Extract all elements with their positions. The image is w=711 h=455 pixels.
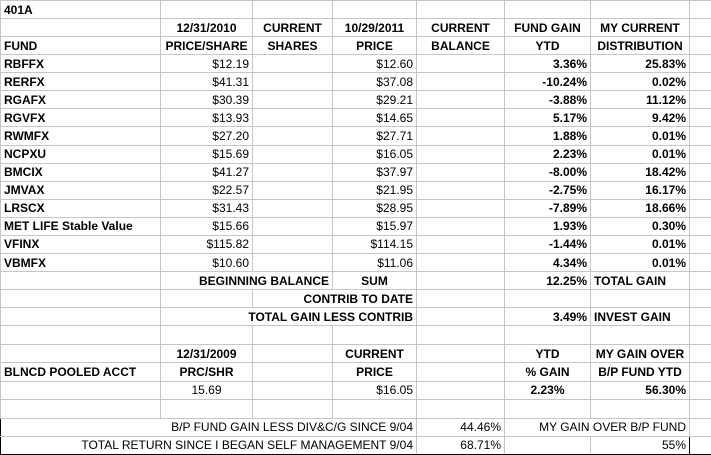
- fund-price-share[interactable]: $31.43: [161, 199, 253, 217]
- fund-shares[interactable]: [253, 127, 333, 145]
- row-blank-1: [1, 326, 711, 345]
- fund-price-share[interactable]: $13.93: [161, 109, 253, 127]
- row-total-return: [1, 436, 711, 454]
- fund-ytd[interactable]: 1.93%: [505, 217, 591, 235]
- fund-row: [1, 253, 711, 271]
- fund-balance[interactable]: [417, 73, 505, 91]
- row-beginning-balance: [1, 272, 711, 290]
- fund-balance[interactable]: [417, 127, 505, 145]
- pooled-pct-gain[interactable]: % GAIN: [505, 363, 591, 381]
- fund-distribution[interactable]: 25.83%: [591, 55, 690, 73]
- fund-distribution[interactable]: 0.02%: [591, 73, 690, 91]
- pooled-gain-value[interactable]: 2.23%: [505, 381, 591, 399]
- empty-cell[interactable]: [690, 127, 711, 145]
- pooled-prc-value[interactable]: 15.69: [161, 381, 253, 399]
- fund-name[interactable]: MET LIFE Stable Value: [1, 217, 161, 235]
- fund-row: [1, 145, 711, 163]
- fund-name[interactable]: VFINX: [1, 235, 161, 253]
- pooled-price-value[interactable]: $16.05: [333, 381, 417, 399]
- fund-name[interactable]: VBMFX: [1, 253, 161, 271]
- fund-ytd[interactable]: -7.89%: [505, 199, 591, 217]
- fund-current-price[interactable]: $27.71: [333, 127, 417, 145]
- fund-price-share[interactable]: $27.20: [161, 127, 253, 145]
- empty-cell[interactable]: [690, 181, 711, 199]
- fund-price-share[interactable]: $12.19: [161, 55, 253, 73]
- fund-balance[interactable]: [417, 235, 505, 253]
- fund-name[interactable]: RBFFX: [1, 55, 161, 73]
- fund-row: [1, 55, 711, 73]
- header-distribution[interactable]: DISTRIBUTION: [591, 37, 690, 55]
- fund-row: [1, 181, 711, 199]
- fund-ytd[interactable]: -1.44%: [505, 235, 591, 253]
- fund-distribution[interactable]: 0.01%: [591, 235, 690, 253]
- pooled-bp-fund-ytd[interactable]: B/P FUND YTD: [591, 363, 690, 381]
- row-title: [1, 1, 711, 19]
- pooled-price[interactable]: PRICE: [333, 363, 417, 381]
- fund-row: [1, 163, 711, 181]
- fund-balance[interactable]: [417, 163, 505, 181]
- header-shares[interactable]: SHARES: [253, 37, 333, 55]
- header-current-shares[interactable]: CURRENT: [253, 19, 333, 37]
- fund-distribution[interactable]: 0.01%: [591, 253, 690, 271]
- fund-name[interactable]: NCPXU: [1, 145, 161, 163]
- fund-ytd[interactable]: -10.24%: [505, 73, 591, 91]
- fund-current-price[interactable]: $16.05: [333, 145, 417, 163]
- total-gain-less-contrib-label[interactable]: TOTAL GAIN LESS CONTRIB: [161, 308, 417, 326]
- fund-ytd[interactable]: 4.34%: [505, 253, 591, 271]
- my-gain-over-bp-value[interactable]: 55%: [591, 436, 690, 454]
- row-header-1: [1, 19, 711, 37]
- fund-name[interactable]: RWMFX: [1, 127, 161, 145]
- fund-shares[interactable]: [253, 109, 333, 127]
- fund-price-share[interactable]: $115.82: [161, 235, 253, 253]
- row-bp-fund-gain: [1, 418, 711, 436]
- sheet-title[interactable]: 401A: [1, 1, 161, 19]
- fund-balance[interactable]: [417, 253, 505, 271]
- fund-name[interactable]: RGVFX: [1, 109, 161, 127]
- row-contrib: [1, 290, 711, 308]
- fund-balance[interactable]: [417, 199, 505, 217]
- fund-current-price[interactable]: $37.08: [333, 73, 417, 91]
- empty-cell[interactable]: [690, 199, 711, 217]
- fund-row: [1, 199, 711, 217]
- fund-distribution[interactable]: 18.66%: [591, 199, 690, 217]
- fund-price-share[interactable]: $10.60: [161, 253, 253, 271]
- fund-current-price[interactable]: $29.21: [333, 91, 417, 109]
- fund-current-price[interactable]: $21.95: [333, 181, 417, 199]
- fund-distribution[interactable]: 0.30%: [591, 217, 690, 235]
- fund-balance[interactable]: [417, 181, 505, 199]
- fund-balance[interactable]: [417, 217, 505, 235]
- fund-name[interactable]: BMCIX: [1, 163, 161, 181]
- fund-name[interactable]: RERFX: [1, 73, 161, 91]
- empty-cell[interactable]: [690, 73, 711, 91]
- bp-fund-gain-label[interactable]: B/P FUND GAIN LESS DIV&C/G SINCE 9/04: [1, 418, 417, 436]
- fund-price-share[interactable]: $30.39: [161, 91, 253, 109]
- header-ytd[interactable]: YTD: [505, 37, 591, 55]
- fund-shares[interactable]: [253, 235, 333, 253]
- pooled-my-gain-value[interactable]: 56.30%: [591, 381, 690, 399]
- fund-shares[interactable]: [253, 145, 333, 163]
- beginning-balance-label[interactable]: BEGINNING BALANCE: [161, 272, 333, 290]
- fund-current-price[interactable]: $37.97: [333, 163, 417, 181]
- header-my-current[interactable]: MY CURRENT: [591, 19, 690, 37]
- fund-distribution[interactable]: 16.17%: [591, 181, 690, 199]
- fund-shares[interactable]: [253, 163, 333, 181]
- sum-label[interactable]: SUM: [333, 272, 417, 290]
- fund-shares[interactable]: [253, 55, 333, 73]
- fund-price-share[interactable]: $41.27: [161, 163, 253, 181]
- row-pooled-values: [1, 381, 711, 399]
- fund-rows: [1, 55, 711, 272]
- row-total-gain-less-contrib: [1, 308, 711, 326]
- fund-balance[interactable]: [417, 145, 505, 163]
- fund-ytd[interactable]: 5.17%: [505, 109, 591, 127]
- fund-shares[interactable]: [253, 91, 333, 109]
- fund-distribution[interactable]: 18.42%: [591, 163, 690, 181]
- total-gain-pct[interactable]: 12.25%: [505, 272, 591, 290]
- fund-row: [1, 235, 711, 253]
- fund-current-price[interactable]: $28.95: [333, 199, 417, 217]
- invest-gain-label[interactable]: INVEST GAIN: [591, 308, 690, 326]
- fund-name[interactable]: JMVAX: [1, 181, 161, 199]
- fund-shares[interactable]: [253, 253, 333, 271]
- empty-cell[interactable]: [690, 235, 711, 253]
- row-pooled-header-1: [1, 345, 711, 363]
- header-date2[interactable]: 10/29/2011: [333, 19, 417, 37]
- empty-cell[interactable]: [690, 55, 711, 73]
- total-return-label[interactable]: TOTAL RETURN SINCE I BEGAN SELF MANAGEMENT 9/04: [1, 436, 417, 454]
- fund-row: [1, 109, 711, 127]
- header-price-share[interactable]: PRICE/SHARE: [161, 37, 253, 55]
- fund-distribution[interactable]: 9.42%: [591, 109, 690, 127]
- fund-balance[interactable]: [417, 55, 505, 73]
- empty-cell[interactable]: [690, 253, 711, 271]
- fund-balance[interactable]: [417, 91, 505, 109]
- empty-cell[interactable]: [690, 109, 711, 127]
- header-current-balance[interactable]: CURRENT: [417, 19, 505, 37]
- fund-row: [1, 217, 711, 235]
- fund-current-price[interactable]: $14.65: [333, 109, 417, 127]
- header-date1[interactable]: 12/31/2010: [161, 19, 253, 37]
- fund-ytd[interactable]: 3.36%: [505, 55, 591, 73]
- fund-current-price[interactable]: $11.06: [333, 253, 417, 271]
- total-gain-label[interactable]: TOTAL GAIN: [591, 272, 690, 290]
- fund-row: [1, 91, 711, 109]
- fund-shares[interactable]: [253, 73, 333, 91]
- header-balance[interactable]: BALANCE: [417, 37, 505, 55]
- pooled-my-gain-over[interactable]: MY GAIN OVER: [591, 345, 690, 363]
- fund-ytd[interactable]: 1.88%: [505, 127, 591, 145]
- fund-shares[interactable]: [253, 217, 333, 235]
- fund-current-price[interactable]: $12.60: [333, 55, 417, 73]
- empty-cell[interactable]: [690, 163, 711, 181]
- pooled-current[interactable]: CURRENT: [333, 345, 417, 363]
- header-fund-gain[interactable]: FUND GAIN: [505, 19, 591, 37]
- fund-current-price[interactable]: $15.97: [333, 217, 417, 235]
- fund-distribution[interactable]: 0.01%: [591, 145, 690, 163]
- fund-name[interactable]: LRSCX: [1, 199, 161, 217]
- row-pooled-header-2: [1, 363, 711, 381]
- empty-cell[interactable]: [690, 217, 711, 235]
- bp-fund-gain-value[interactable]: 44.46%: [417, 418, 505, 436]
- fund-balance[interactable]: [417, 109, 505, 127]
- fund-ytd[interactable]: -8.00%: [505, 163, 591, 181]
- total-return-value[interactable]: 68.71%: [417, 436, 505, 454]
- fund-distribution[interactable]: 11.12%: [591, 91, 690, 109]
- contrib-to-date-label[interactable]: CONTRIB TO DATE: [253, 290, 417, 308]
- fund-price-share[interactable]: $15.69: [161, 145, 253, 163]
- fund-price-share[interactable]: $41.31: [161, 73, 253, 91]
- header-fund[interactable]: FUND: [1, 37, 161, 55]
- pooled-label[interactable]: BLNCD POOLED ACCT: [1, 363, 161, 381]
- header-price[interactable]: PRICE: [333, 37, 417, 55]
- pooled-date[interactable]: 12/31/2009: [161, 345, 253, 363]
- fund-shares[interactable]: [253, 199, 333, 217]
- invest-gain-pct[interactable]: 3.49%: [505, 308, 591, 326]
- fund-distribution[interactable]: 0.01%: [591, 127, 690, 145]
- pooled-prc-shr[interactable]: PRC/SHR: [161, 363, 253, 381]
- fund-row: [1, 127, 711, 145]
- fund-price-share[interactable]: $15.66: [161, 217, 253, 235]
- empty-cell[interactable]: [690, 91, 711, 109]
- fund-name[interactable]: RGAFX: [1, 91, 161, 109]
- fund-row: [1, 73, 711, 91]
- fund-shares[interactable]: [253, 181, 333, 199]
- fund-current-price[interactable]: $114.15: [333, 235, 417, 253]
- row-blank-2: [1, 399, 711, 418]
- fund-price-share[interactable]: $22.57: [161, 181, 253, 199]
- fund-ytd[interactable]: -2.75%: [505, 181, 591, 199]
- fund-ytd[interactable]: -3.88%: [505, 91, 591, 109]
- fund-ytd[interactable]: 2.23%: [505, 145, 591, 163]
- pooled-ytd[interactable]: YTD: [505, 345, 591, 363]
- row-header-2: [1, 37, 711, 55]
- empty-cell[interactable]: [690, 145, 711, 163]
- my-gain-over-bp-label[interactable]: MY GAIN OVER B/P FUND: [505, 418, 690, 436]
